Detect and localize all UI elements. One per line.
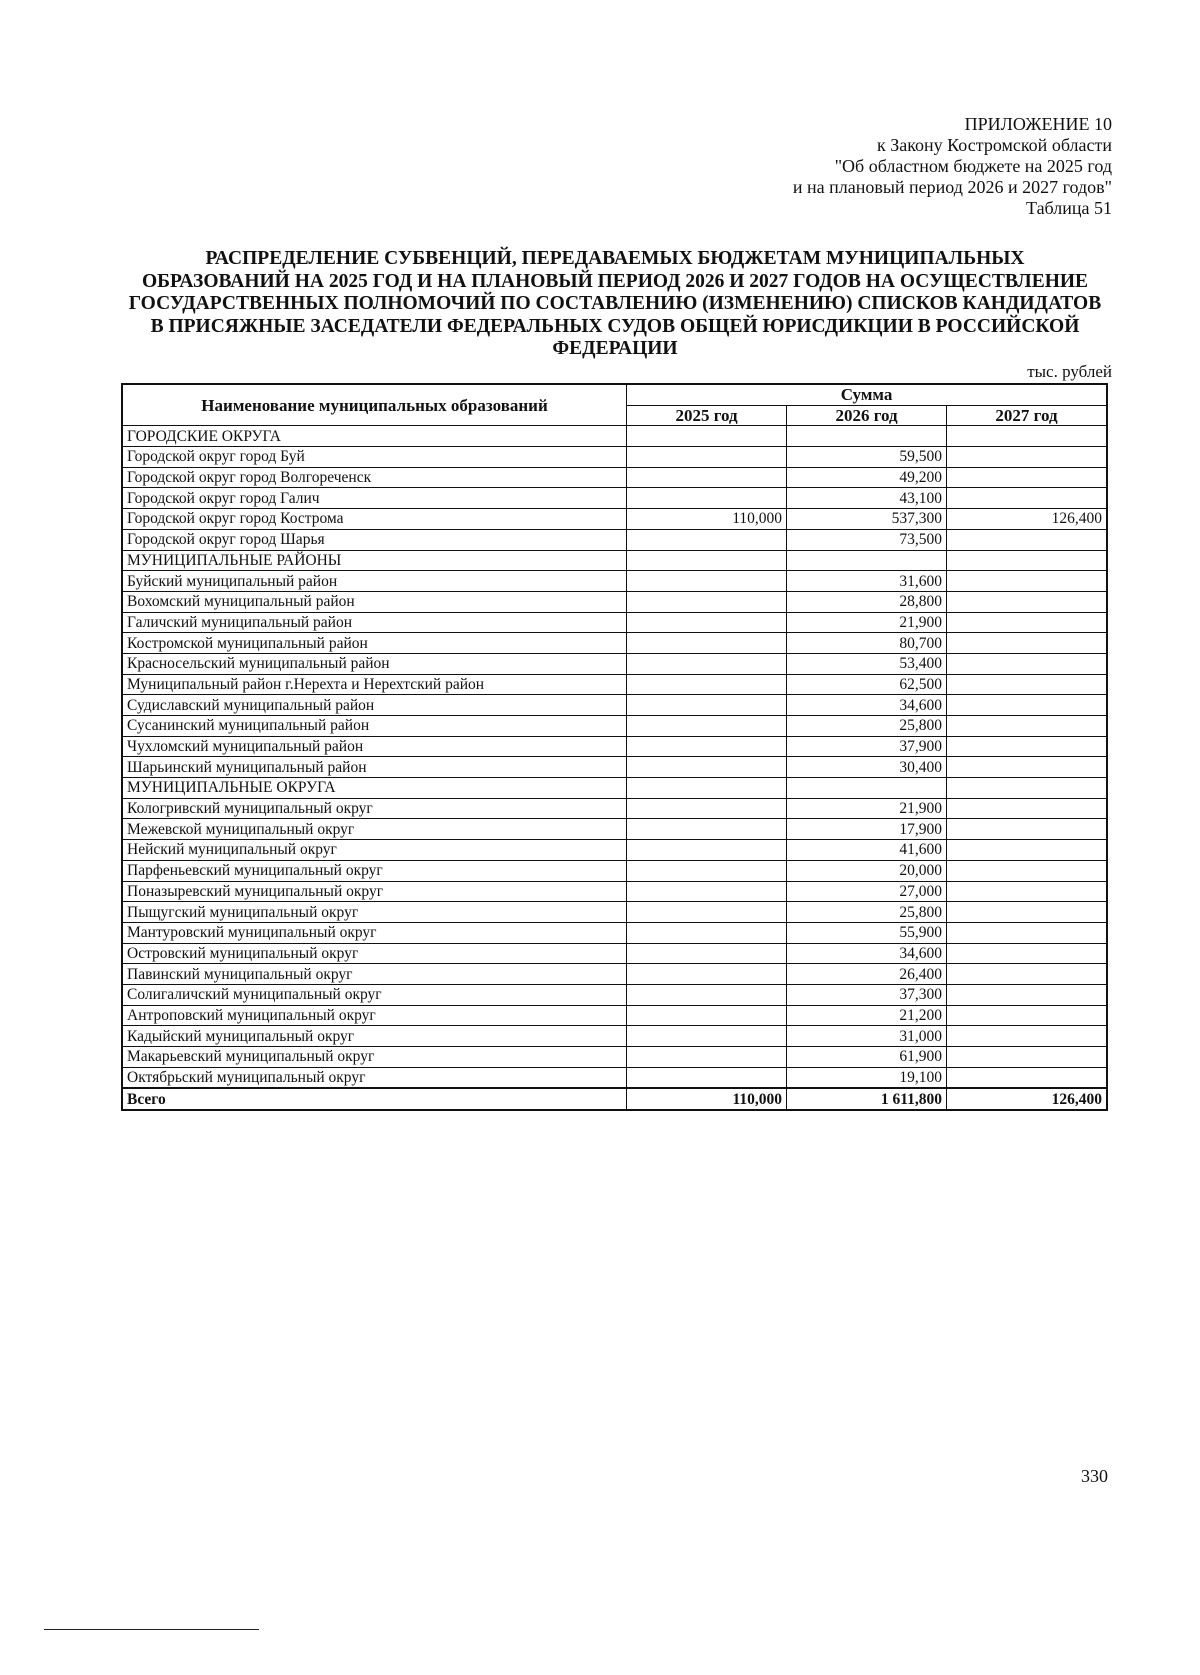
value-2026: 19,100 xyxy=(787,1067,947,1088)
value-2026: 55,900 xyxy=(787,922,947,943)
total-row xyxy=(122,1088,1107,1110)
value-2025 xyxy=(627,612,787,633)
value-2027 xyxy=(947,674,1108,695)
value-2026: 21,200 xyxy=(787,1005,947,1026)
value-2026: 73,500 xyxy=(787,529,947,550)
units-label: тыс. рублей xyxy=(1027,362,1112,381)
value-2027 xyxy=(947,798,1108,819)
row-name: Костромской муниципальный район xyxy=(122,633,627,654)
value-2027 xyxy=(947,860,1108,881)
table-row xyxy=(122,1005,1107,1026)
table-row xyxy=(122,695,1107,716)
value-2026 xyxy=(787,550,947,571)
value-2025 xyxy=(627,571,787,592)
value-2027 xyxy=(947,633,1108,654)
value-2025 xyxy=(627,798,787,819)
value-2027 xyxy=(947,881,1108,902)
column-header-2027: 2027 год xyxy=(947,405,1108,426)
value-2027 xyxy=(947,840,1108,861)
value-2026: 537,300 xyxy=(787,509,947,530)
value-2025 xyxy=(627,984,787,1005)
table-row xyxy=(122,798,1107,819)
table-row xyxy=(122,860,1107,881)
value-2027 xyxy=(947,1005,1108,1026)
value-2026: 25,800 xyxy=(787,716,947,737)
value-2025 xyxy=(627,757,787,778)
table-row xyxy=(122,529,1107,550)
value-2026: 28,800 xyxy=(787,591,947,612)
table-row xyxy=(122,943,1107,964)
row-name: Пыщугский муниципальный округ xyxy=(122,902,627,923)
row-name: Макарьевский муниципальный округ xyxy=(122,1047,627,1068)
total-2026: 1 611,800 xyxy=(787,1088,947,1110)
value-2026 xyxy=(787,778,947,799)
value-2026: 43,100 xyxy=(787,488,947,509)
table-row xyxy=(122,571,1107,592)
value-2025 xyxy=(627,550,787,571)
column-header-name: Наименование муниципальных образований xyxy=(122,384,627,426)
row-name: Солигаличский муниципальный округ xyxy=(122,984,627,1005)
column-header-2025: 2025 год xyxy=(627,405,787,426)
table-row xyxy=(122,984,1107,1005)
value-2025 xyxy=(627,653,787,674)
table-row xyxy=(122,467,1107,488)
value-2027 xyxy=(947,653,1108,674)
value-2026: 31,000 xyxy=(787,1026,947,1047)
table-row xyxy=(122,1026,1107,1047)
value-2027 xyxy=(947,922,1108,943)
value-2026 xyxy=(787,426,947,447)
value-2027 xyxy=(947,488,1108,509)
row-name: Красносельский муниципальный район xyxy=(122,653,627,674)
row-name: Кологривский муниципальный округ xyxy=(122,798,627,819)
appendix-line: "Об областном бюджете на 2025 год xyxy=(834,156,1112,176)
value-2027 xyxy=(947,1047,1108,1068)
value-2026: 61,900 xyxy=(787,1047,947,1068)
value-2026: 62,500 xyxy=(787,674,947,695)
value-2026: 41,600 xyxy=(787,840,947,861)
value-2026: 31,600 xyxy=(787,571,947,592)
table-row xyxy=(122,653,1107,674)
row-name: Островский муниципальный округ xyxy=(122,943,627,964)
value-2025 xyxy=(627,964,787,985)
row-name: МУНИЦИПАЛЬНЫЕ ОКРУГА xyxy=(122,778,627,799)
value-2027 xyxy=(947,612,1108,633)
value-2027 xyxy=(947,716,1108,737)
value-2025 xyxy=(627,1005,787,1026)
total-2027: 126,400 xyxy=(947,1088,1108,1110)
value-2026: 30,400 xyxy=(787,757,947,778)
column-header-2026: 2026 год xyxy=(787,405,947,426)
table-row xyxy=(122,922,1107,943)
value-2027 xyxy=(947,819,1108,840)
value-2025 xyxy=(627,860,787,881)
value-2025 xyxy=(627,695,787,716)
value-2026: 27,000 xyxy=(787,881,947,902)
value-2025 xyxy=(627,488,787,509)
value-2025 xyxy=(627,633,787,654)
row-name: Судиславский муниципальный район xyxy=(122,695,627,716)
value-2025 xyxy=(627,778,787,799)
value-2025 xyxy=(627,716,787,737)
table-row xyxy=(122,488,1107,509)
value-2026: 20,000 xyxy=(787,860,947,881)
title-line: РАСПРЕДЕЛЕНИЕ СУБВЕНЦИЙ, ПЕРЕДАВАЕМЫХ БЮДЖЕТАМ МУНИЦИПАЛЬНЫХ xyxy=(205,248,1025,269)
title-line: ГОСУДАРСТВЕННЫХ ПОЛНОМОЧИЙ ПО СОСТАВЛЕНИЮ (ИЗМЕНЕНИЮ) СПИСКОВ КАНДИДАТОВ xyxy=(128,293,1102,314)
value-2026: 26,400 xyxy=(787,964,947,985)
value-2025 xyxy=(627,591,787,612)
table-row xyxy=(122,591,1107,612)
total-label: Всего xyxy=(122,1088,627,1110)
row-name: ГОРОДСКИЕ ОКРУГА xyxy=(122,426,627,447)
value-2027 xyxy=(947,591,1108,612)
value-2025 xyxy=(627,1026,787,1047)
table-row xyxy=(122,716,1107,737)
value-2027 xyxy=(947,467,1108,488)
total-2025: 110,000 xyxy=(627,1088,787,1110)
row-name: Городской округ город Галич xyxy=(122,488,627,509)
table-row xyxy=(122,902,1107,923)
row-name: Кадыйский муниципальный округ xyxy=(122,1026,627,1047)
table-row xyxy=(122,757,1107,778)
value-2025 xyxy=(627,902,787,923)
subsidy-table xyxy=(121,383,1108,1111)
footnote-divider xyxy=(44,1629,259,1630)
value-2027 xyxy=(947,757,1108,778)
value-2025 xyxy=(627,736,787,757)
value-2025 xyxy=(627,1067,787,1088)
title-line: ОБРАЗОВАНИЙ НА 2025 ГОД И НА ПЛАНОВЫЙ ПЕРИОД 2026 И 2027 ГОДОВ НА ОСУЩЕСТВЛЕНИЕ xyxy=(141,270,1089,292)
row-name: Сусанинский муниципальный район xyxy=(122,716,627,737)
row-name: Павинский муниципальный округ xyxy=(122,964,627,985)
row-name: Чухломский муниципальный район xyxy=(122,736,627,757)
table-row xyxy=(122,778,1107,799)
table-row xyxy=(122,736,1107,757)
table-row xyxy=(122,550,1107,571)
value-2027 xyxy=(947,943,1108,964)
table-row xyxy=(122,1047,1107,1068)
value-2027 xyxy=(947,964,1108,985)
value-2025 xyxy=(627,943,787,964)
row-name: Галичский муниципальный район xyxy=(122,612,627,633)
value-2027 xyxy=(947,695,1108,716)
value-2027 xyxy=(947,529,1108,550)
page-number: 330 xyxy=(1081,1466,1108,1486)
row-name: Городской округ город Волгореченск xyxy=(122,467,627,488)
value-2027 xyxy=(947,447,1108,468)
row-name: Городской округ город Кострома xyxy=(122,509,627,530)
table-number: Таблица 51 xyxy=(1026,198,1112,218)
row-name: Нейский муниципальный округ xyxy=(122,840,627,861)
table-row xyxy=(122,964,1107,985)
value-2026: 37,300 xyxy=(787,984,947,1005)
row-name: Вохомский муниципальный район xyxy=(122,591,627,612)
value-2027 xyxy=(947,550,1108,571)
table-row xyxy=(122,509,1107,530)
value-2027 xyxy=(947,902,1108,923)
title-line: ФЕДЕРАЦИИ xyxy=(552,338,678,359)
value-2026: 59,500 xyxy=(787,447,947,468)
appendix-header xyxy=(793,114,1112,219)
table-row xyxy=(122,819,1107,840)
value-2026: 37,900 xyxy=(787,736,947,757)
row-name: Поназыревский муниципальный округ xyxy=(122,881,627,902)
row-name: Межевской муниципальный округ xyxy=(122,819,627,840)
row-name: МУНИЦИПАЛЬНЫЕ РАЙОНЫ xyxy=(122,550,627,571)
value-2026: 34,600 xyxy=(787,695,947,716)
row-name: Мантуровский муниципальный округ xyxy=(122,922,627,943)
document-title xyxy=(120,248,1110,361)
value-2027 xyxy=(947,571,1108,592)
value-2025 xyxy=(627,447,787,468)
appendix-line: ПРИЛОЖЕНИЕ 10 xyxy=(964,114,1112,134)
table-row xyxy=(122,633,1107,654)
value-2025 xyxy=(627,840,787,861)
value-2025 xyxy=(627,819,787,840)
row-name: Муниципальный район г.Нерехта и Нерехтский район xyxy=(122,674,627,695)
title-line: В ПРИСЯЖНЫЕ ЗАСЕДАТЕЛИ ФЕДЕРАЛЬНЫХ СУДОВ ОБЩЕЙ ЮРИСДИКЦИИ В РОССИЙСКОЙ xyxy=(150,315,1080,337)
row-name: Городской округ город Буй xyxy=(122,447,627,468)
table-row xyxy=(122,426,1107,447)
column-header-sum: Сумма xyxy=(627,384,1107,405)
value-2025 xyxy=(627,922,787,943)
value-2025 xyxy=(627,1047,787,1068)
appendix-line: к Закону Костромской области xyxy=(876,135,1112,155)
value-2025 xyxy=(627,674,787,695)
value-2025 xyxy=(627,881,787,902)
row-name: Антроповский муниципальный округ xyxy=(122,1005,627,1026)
value-2025: 110,000 xyxy=(627,509,787,530)
row-name: Шарьинский муниципальный район xyxy=(122,757,627,778)
value-2027 xyxy=(947,778,1108,799)
value-2025 xyxy=(627,529,787,550)
value-2027 xyxy=(947,1067,1108,1088)
value-2025 xyxy=(627,426,787,447)
row-name: Городской округ город Шарья xyxy=(122,529,627,550)
appendix-line: и на плановый период 2026 и 2027 годов" xyxy=(792,177,1112,197)
row-name: Буйский муниципальный район xyxy=(122,571,627,592)
table-row xyxy=(122,447,1107,468)
table-row xyxy=(122,881,1107,902)
value-2026: 53,400 xyxy=(787,653,947,674)
value-2026: 17,900 xyxy=(787,819,947,840)
value-2027 xyxy=(947,984,1108,1005)
value-2027 xyxy=(947,1026,1108,1047)
value-2027 xyxy=(947,426,1108,447)
table-row xyxy=(122,674,1107,695)
value-2026: 21,900 xyxy=(787,612,947,633)
table-row xyxy=(122,612,1107,633)
value-2026: 21,900 xyxy=(787,798,947,819)
value-2027 xyxy=(947,736,1108,757)
value-2027: 126,400 xyxy=(947,509,1108,530)
row-name: Октябрьский муниципальный округ xyxy=(122,1067,627,1088)
value-2026: 80,700 xyxy=(787,633,947,654)
table-row xyxy=(122,840,1107,861)
value-2026: 49,200 xyxy=(787,467,947,488)
row-name: Парфеньевский муниципальный округ xyxy=(122,860,627,881)
table-row xyxy=(122,1067,1107,1088)
table-body xyxy=(122,426,1107,1110)
value-2025 xyxy=(627,467,787,488)
value-2026: 34,600 xyxy=(787,943,947,964)
value-2026: 25,800 xyxy=(787,902,947,923)
